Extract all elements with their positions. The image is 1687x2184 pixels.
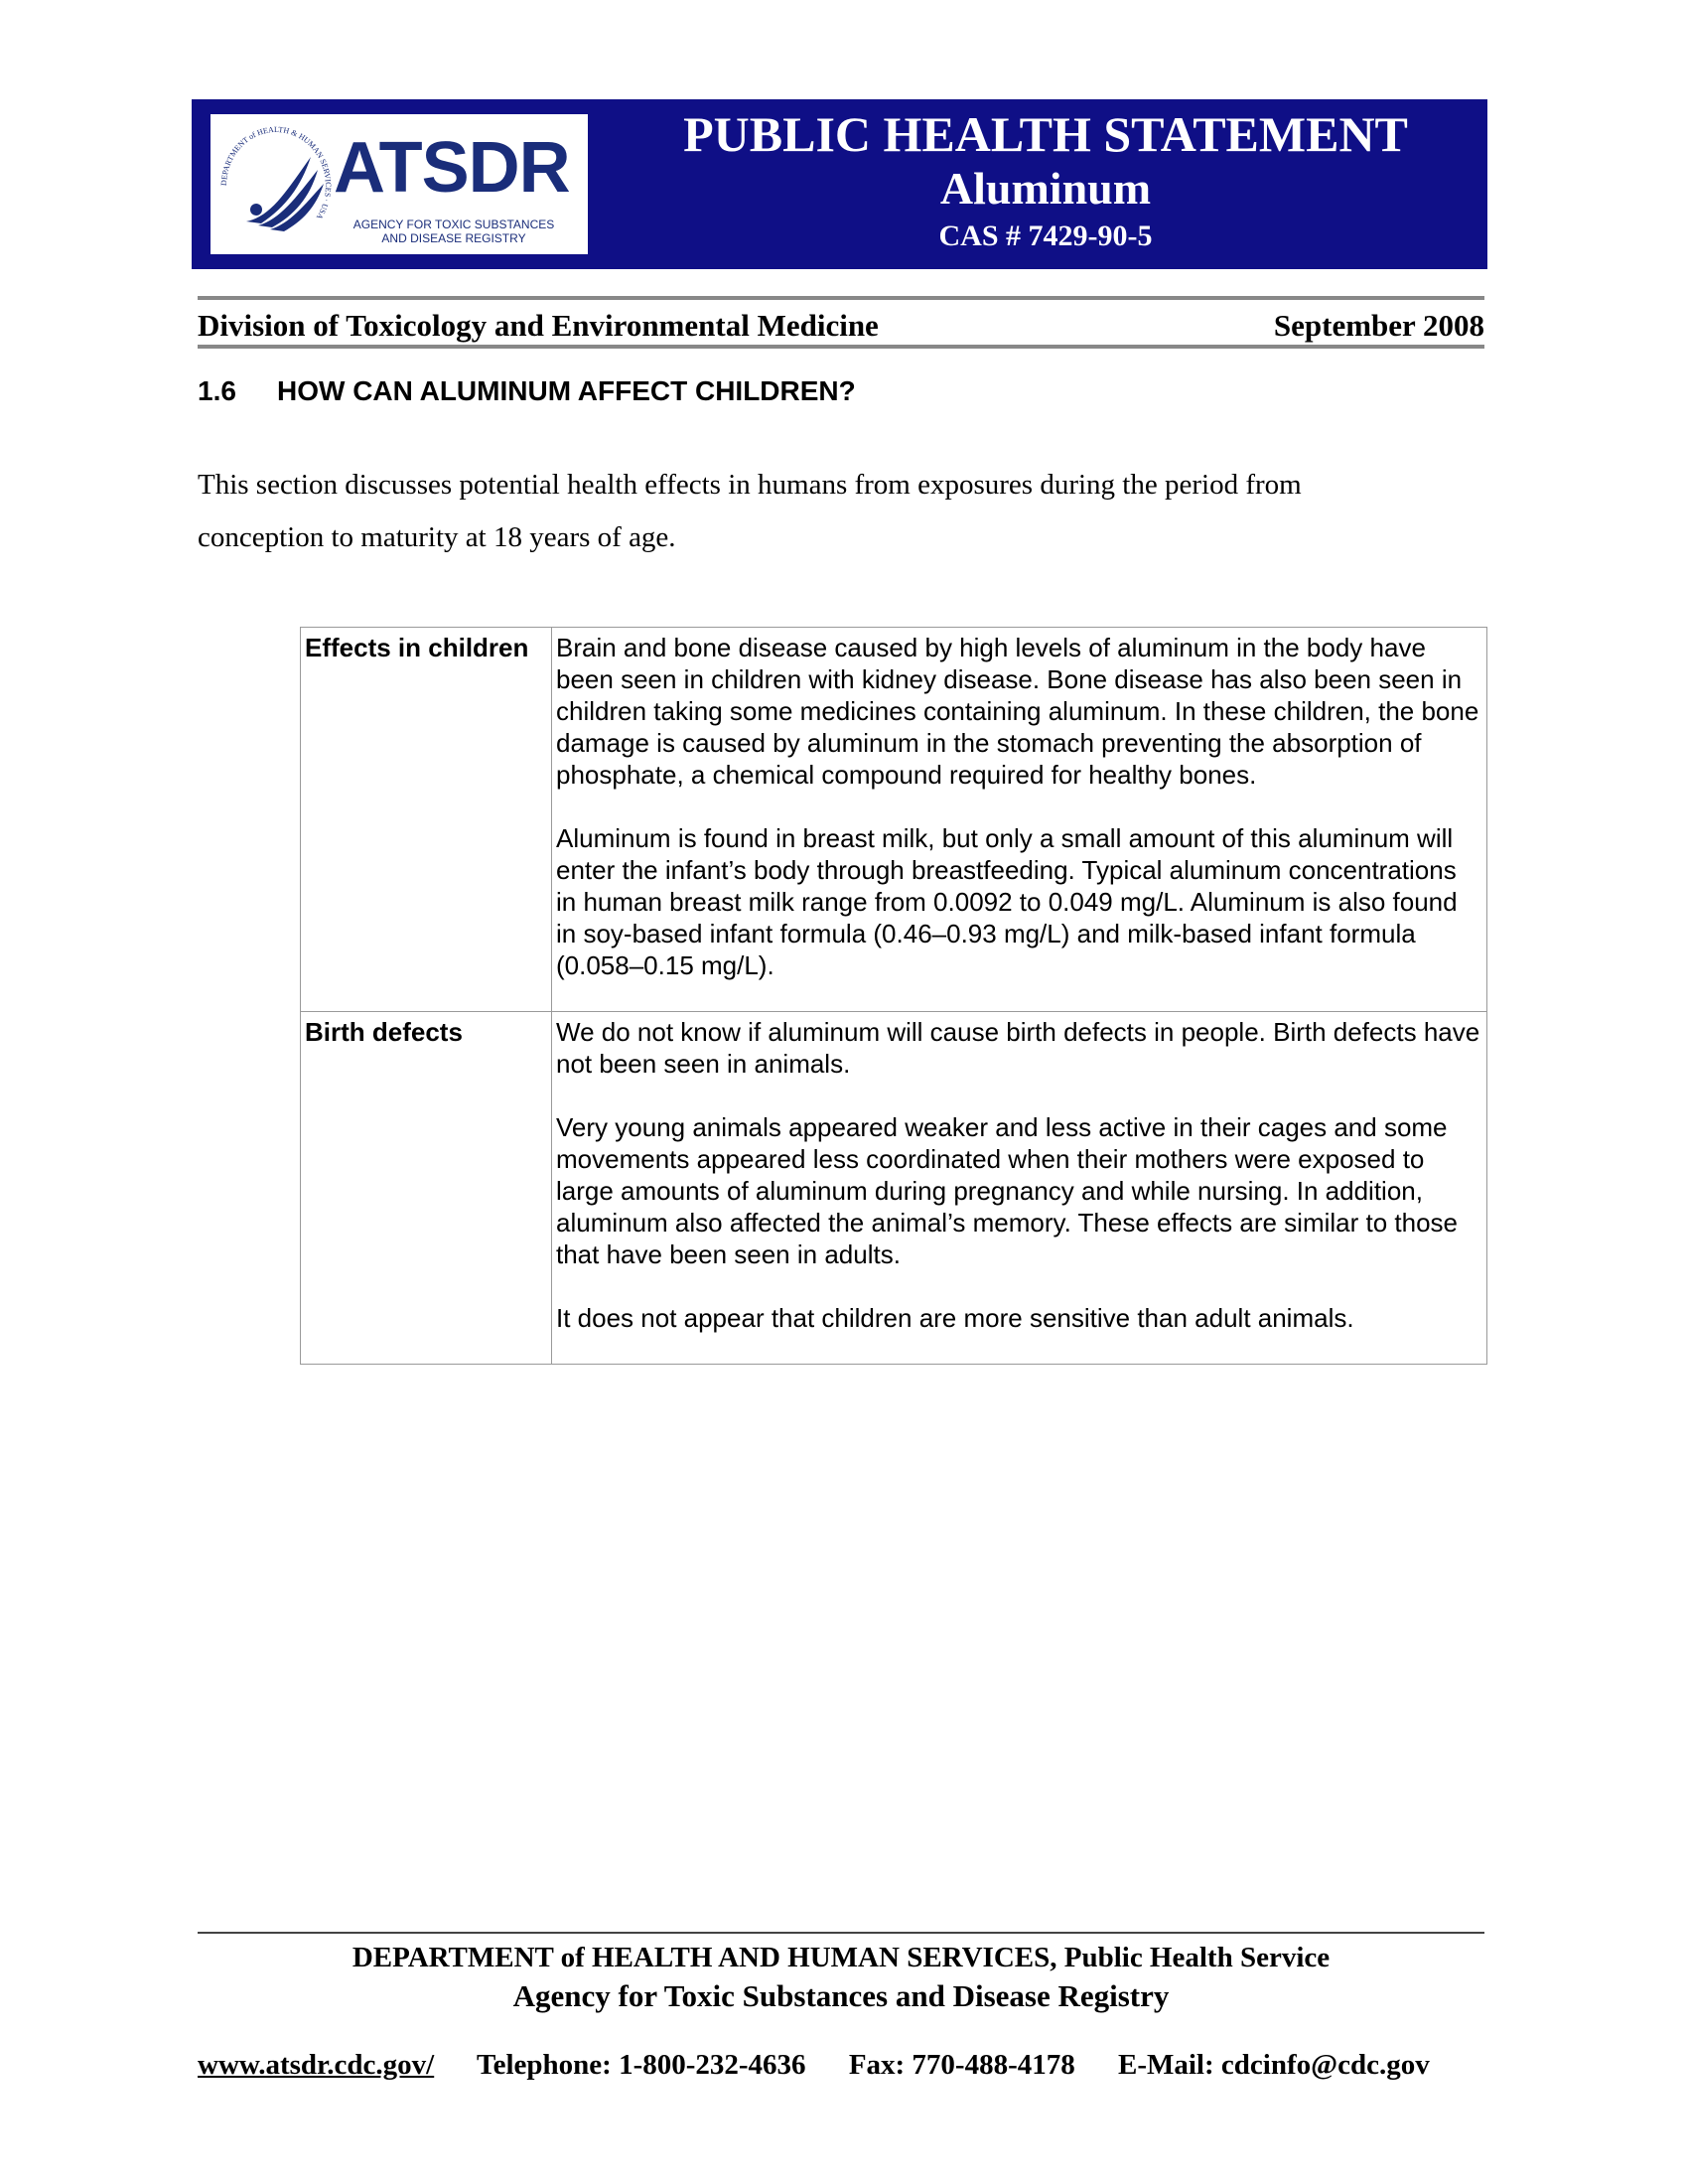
paragraph: Aluminum is found in breast milk, but only a small amount of this aluminum will enter the infant’s body through breastfeeding. Typical aluminum concentrations in human breast milk range from 0.0092 to 0.049 mg/L. Aluminum is also found in soy-based infant formula (0.46–0.93 mg/L) and milk-based infant formula (0.058–0.15 mg/L). bbox=[556, 823, 1458, 980]
website-link[interactable]: www.atsdr.cdc.gov/ bbox=[198, 2049, 435, 2081]
logo-subtitle-line-1: AGENCY FOR TOXIC SUBSTANCES bbox=[352, 218, 555, 231]
row-content bbox=[552, 1012, 1487, 1365]
fax: Fax: 770-488-4178 bbox=[848, 2049, 1075, 2081]
paragraph: Very young animals appeared weaker and less active in their cages and some movements appeared less coordinated when their mothers were exposed to large amounts of aluminum during pregnancy and while nursing. In addition, aluminum also affected the animal’s memory. These effects are similar to those that have been seen in adults. bbox=[556, 1112, 1459, 1269]
substance-name: Aluminum bbox=[939, 163, 1152, 214]
section-intro bbox=[198, 459, 1488, 564]
footer-contact bbox=[198, 2047, 1484, 2083]
paragraph: Brain and bone disease caused by high levels of aluminum in the body have been seen in children with kidney disease. Bone disease has also been seen in children taking some medicines containing aluminum. In these children, the bone damage is caused by aluminum in the stomach preventing the absorption of phosphate, a chemical compound required for healthy bones. bbox=[556, 633, 1479, 790]
table-row-effects-in-children bbox=[301, 628, 1487, 1012]
section-number: 1.6 bbox=[198, 375, 236, 406]
email[interactable]: E-Mail: cdcinfo@cdc.gov bbox=[1118, 2049, 1430, 2081]
telephone: Telephone: 1-800-232-4636 bbox=[476, 2049, 806, 2081]
effects-table bbox=[300, 627, 1487, 1365]
publication-date: September 2008 bbox=[1273, 308, 1484, 343]
footer-department: DEPARTMENT of HEALTH AND HUMAN SERVICES, Public Health Service bbox=[351, 1942, 1331, 1973]
logo-subtitle-line-2: AND DISEASE REGISTRY bbox=[381, 231, 526, 245]
document-title: PUBLIC HEALTH STATEMENT bbox=[683, 106, 1408, 162]
footer-agency: Agency for Toxic Substances and Disease Registry bbox=[512, 1978, 1170, 2013]
paragraph: We do not know if aluminum will cause birth defects in people. Birth defects have not been seen in animals. bbox=[556, 1017, 1480, 1079]
intro-line-1: This section discusses potential health effects in humans from exposures during the period from bbox=[198, 469, 1302, 501]
row-content bbox=[552, 628, 1487, 1012]
footer-rule bbox=[198, 1932, 1484, 1934]
division-rule-bottom bbox=[198, 345, 1484, 349]
row-label: Birth defects bbox=[301, 1012, 552, 1365]
atsdr-logo-subtitle bbox=[340, 218, 568, 245]
table-row-birth-defects bbox=[301, 1012, 1487, 1365]
hhs-seal-icon bbox=[216, 122, 336, 249]
division-rule-top bbox=[198, 296, 1484, 300]
svg-text:DEPARTMENT of HEALTH & HUMAN S: DEPARTMENT of HEALTH & HUMAN SERVICES · USA bbox=[218, 124, 334, 221]
division-name: Division of Toxicology and Environmental Medicine bbox=[198, 308, 879, 343]
intro-line-2: conception to maturity at 18 years of age. bbox=[198, 521, 676, 553]
section-title: HOW CAN ALUMINUM AFFECT CHILDREN? bbox=[277, 375, 856, 406]
paragraph: It does not appear that children are more sensitive than adult animals. bbox=[556, 1303, 1354, 1333]
header-banner bbox=[192, 99, 1487, 269]
row-label: Effects in children bbox=[301, 628, 552, 1012]
cas-number: CAS # 7429-90-5 bbox=[938, 219, 1153, 252]
atsdr-logo bbox=[211, 114, 588, 254]
atsdr-wordmark: ATSDR bbox=[334, 128, 570, 208]
